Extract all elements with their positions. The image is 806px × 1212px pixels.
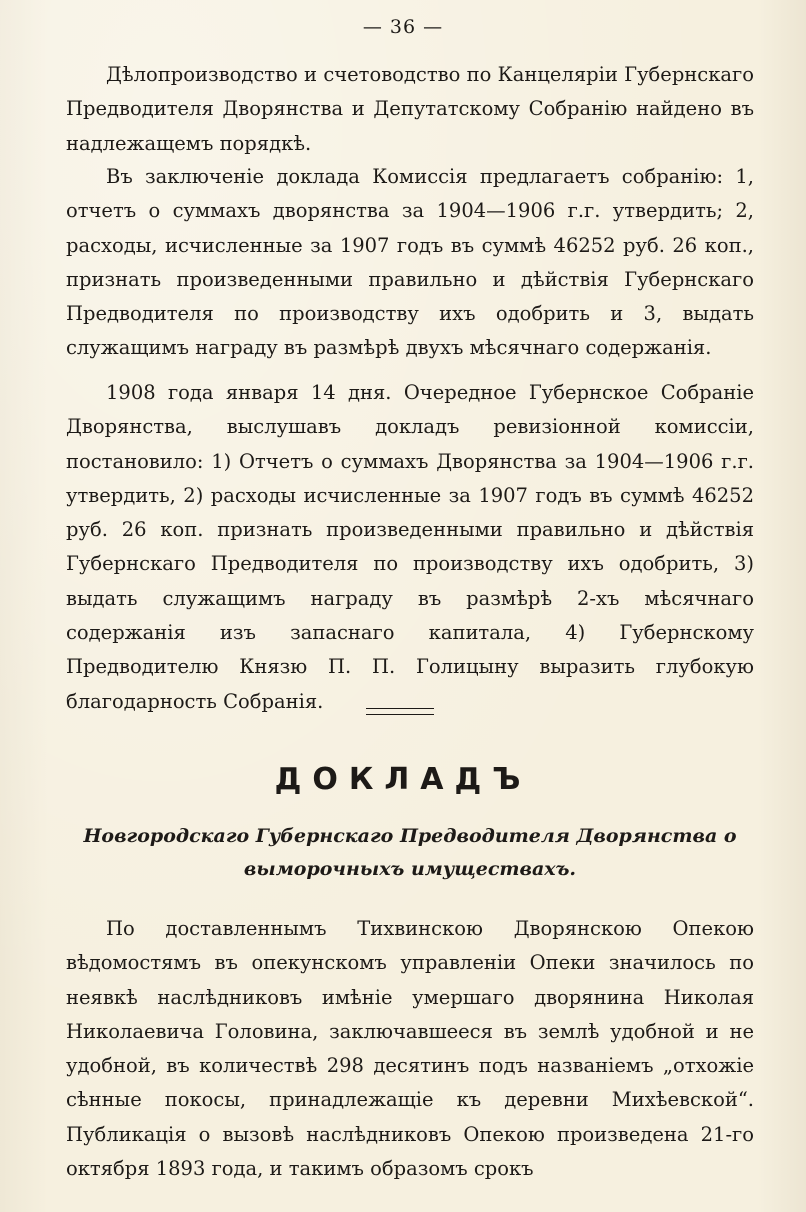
section-divider <box>366 708 434 715</box>
section-heading: ДОКЛАДЪ <box>274 762 532 797</box>
paragraph-3: 1908 года января 14 дня. Очередное Губернское Собраніе Дворянства, выслушавъ докладъ ревизіонной комиссіи, постановило: 1) Отчетъ о суммахъ Дворянства за 1904—1906 г.г. утвердить, 2) расходы исчисленные за 1907 годъ въ суммѣ 46252 руб. 26 коп. признать произведенными правильно и дѣйствія Губернскаго Предводителя по производству ихъ одобрить, 3) выдать служащимъ награду въ размѣрѣ 2-хъ мѣсячнаго содержанія изъ запаснаго капитала, 4) Губернскому Предводителю Князю П. П. Голицыну выразить глубокую благодарность Собранія. <box>66 381 754 713</box>
subheading-line-2: выморочныхъ имуществахъ. <box>243 858 577 880</box>
paragraph-2: Въ заключеніе доклада Комиссія предлагаетъ собранію: 1, отчетъ о суммахъ дворянства за 1904—1906 г.г. утвердить; 2, расходы, исчисленные за 1907 годъ въ суммѣ 46252 руб. 26 коп., признать произведенными правильно и дѣйствія Губернскаго Предводителя по производству ихъ одобрить и 3, выдать служащимъ награду въ размѣрѣ двухъ мѣсячнаго содержанія. <box>66 165 754 360</box>
subheading-line-1: Новгородскаго Губернскаго Предводителя Дворянства о <box>83 825 737 847</box>
page-number: — 36 — <box>362 16 444 38</box>
paragraph-4: По доставленнымъ Тихвинскою Дворянскою Опекою вѣдомостямъ въ опекунскомъ управленіи Опеки значилось по неявкѣ наслѣдниковъ имѣніе умершаго дворянина Николая Николаевича Головина, заключавшееся въ землѣ удобной и не удобной, въ количествѣ 298 десятинъ подъ названіемъ „отхожіе сѣнные покосы, принадлежащіе къ деревни Михѣевской“. Публикація о вызовѣ наслѣдниковъ Опекою произведена 21-го октября 1893 года, и такимъ образомъ срокъ <box>66 917 754 1181</box>
paragraph-1: Дѣлопроизводство и счетоводство по Канцеляріи Губернскаго Предводителя Дворянства и Депутатскому Собранію найдено въ надлежащемъ порядкѣ. <box>66 63 754 155</box>
paragraph-2-block <box>66 160 754 366</box>
section-subheading <box>60 820 760 886</box>
paragraph-1-block <box>66 58 754 161</box>
paragraph-3-block <box>66 376 754 719</box>
paragraph-4-block <box>66 912 754 1186</box>
